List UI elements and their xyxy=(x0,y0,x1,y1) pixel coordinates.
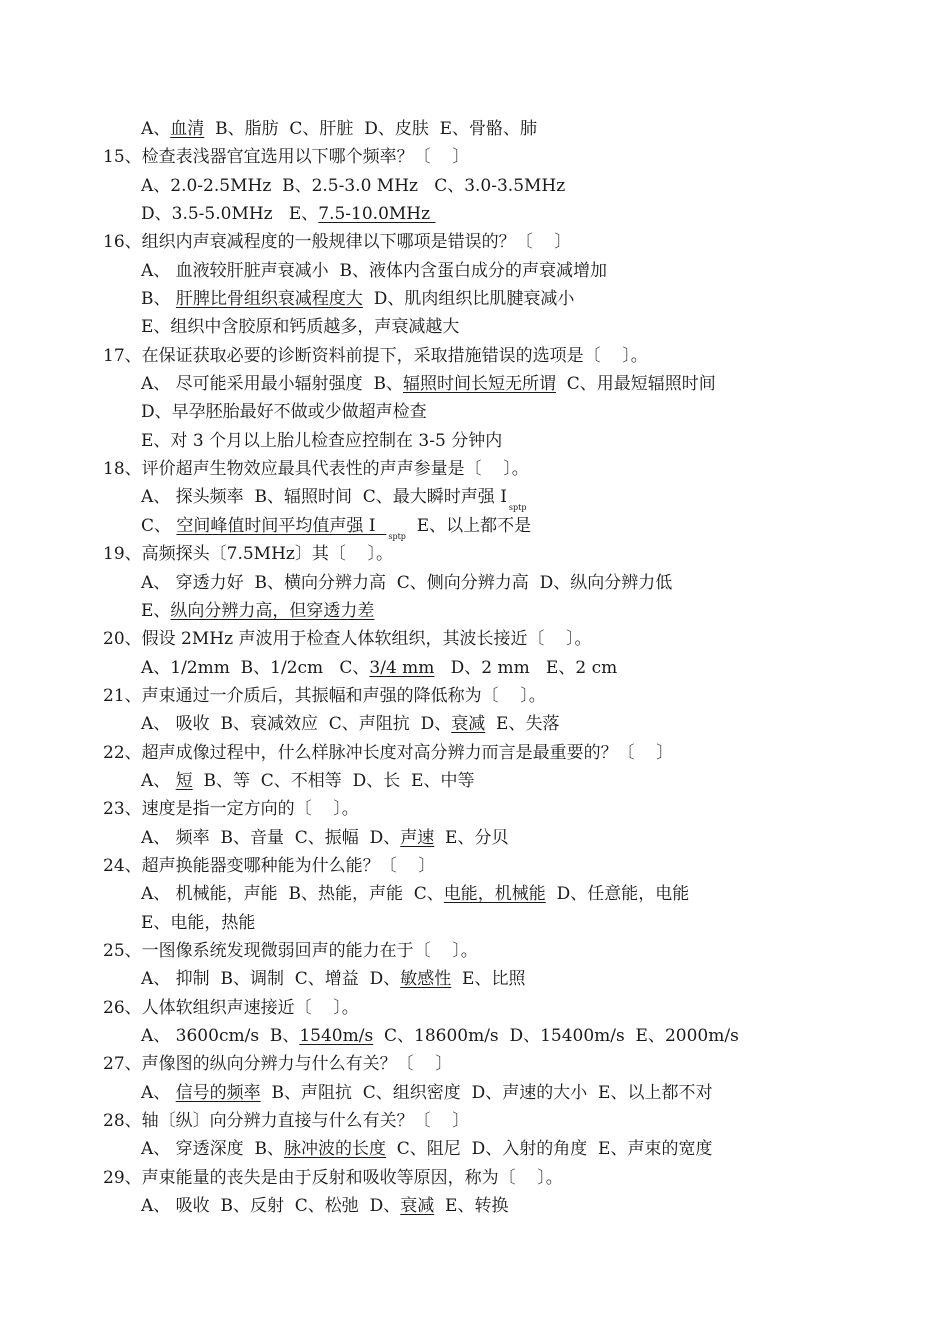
option-line xyxy=(0,767,950,795)
option-line xyxy=(0,115,950,143)
question-line xyxy=(0,342,950,370)
question-line xyxy=(0,625,950,653)
option-line xyxy=(0,427,950,455)
option-line xyxy=(0,257,950,285)
line-text: A、 吸收 B、衰减效应 C、声阻抗 D、 xyxy=(141,714,452,735)
line-text: 19、高频探头〔7.5MHz〕其〔 〕。 xyxy=(103,544,393,565)
option-line xyxy=(0,1135,950,1163)
line-text: D、任意能，电能 xyxy=(545,884,690,905)
question-line xyxy=(0,682,950,710)
line-text: A、 穿透深度 B、 xyxy=(141,1139,284,1160)
line-text: 28、轴〔纵〕向分辨力直接与什么有关？〔 〕 xyxy=(103,1111,470,1132)
question-line xyxy=(0,228,950,256)
line-text: A、 xyxy=(141,770,176,791)
question-line xyxy=(0,795,950,823)
answer-underlined-text: 血清 xyxy=(170,119,205,139)
line-text: A、1/2mm B、1/2cm C、 xyxy=(141,657,370,678)
question-line xyxy=(0,852,950,880)
subscript-text: sptp xyxy=(508,503,527,513)
question-line xyxy=(0,937,950,965)
line-text: 22、超声成像过程中，什么样脉冲长度对高分辨力而言是最重要的？〔 〕 xyxy=(103,742,674,763)
answer-underlined-text: 纵向分辨力高，但穿透力差 xyxy=(170,600,375,621)
option-line xyxy=(0,483,950,511)
option-line xyxy=(0,512,950,540)
line-text: C、阻尼 D、入射的角度 E、声束的宽度 xyxy=(385,1139,713,1160)
line-text: A、 3600cm/s B、 xyxy=(141,1026,300,1046)
line-text: E、组织中含胶原和钙质越多，声衰减越大 xyxy=(141,317,460,338)
document-page xyxy=(0,115,950,1220)
line-text: 27、声像图的纵向分辨力与什么有关？〔 〕 xyxy=(103,1054,453,1075)
line-text: 18、评价超声生物效应最具代表性的声声参量是〔 〕。 xyxy=(103,459,529,480)
option-line xyxy=(0,285,950,313)
answer-underlined-text: 空间峰值时间平均值声强 I xyxy=(176,515,387,536)
line-text: E、失落 xyxy=(485,714,560,735)
answer-underlined-text: 敏感性 xyxy=(400,969,452,990)
answer-underlined-text: 短 xyxy=(175,770,193,791)
option-line xyxy=(0,1022,950,1050)
line-text: D、肌肉组织比肌腱衰减小 xyxy=(362,289,575,310)
line-text: E、分贝 xyxy=(434,827,509,848)
answer-underlined-text: 信号的频率 xyxy=(175,1082,261,1103)
option-line xyxy=(0,710,950,738)
option-line xyxy=(0,172,950,200)
line-text: E、 xyxy=(141,600,171,621)
line-text: A、 穿透力好 B、横向分辨力高 C、侧向分辨力高 D、纵向分辨力低 xyxy=(141,572,673,593)
line-text: B、 xyxy=(141,289,176,310)
option-line xyxy=(0,880,950,908)
line-text: E、电能，热能 xyxy=(141,912,256,933)
line-text: E、转换 xyxy=(434,1196,509,1217)
subscript-text: sptp xyxy=(388,531,406,541)
line-text: B、等 C、不相等 D、长 E、中等 xyxy=(192,770,475,791)
option-line xyxy=(0,597,950,625)
line-text: A、 机械能，声能 B、热能，声能 C、 xyxy=(141,884,444,905)
answer-underlined-text: 辐照时间长短无所谓 xyxy=(402,374,556,395)
line-text: 29、声束能量的丧失是由于反射和吸收等原因，称为〔 〕。 xyxy=(103,1167,563,1188)
line-text: A、 xyxy=(141,1082,176,1103)
option-line xyxy=(0,654,950,682)
line-text: 23、速度是指一定方向的〔 〕。 xyxy=(103,799,359,820)
option-line xyxy=(0,200,950,228)
line-text: 21、声束通过一介质后，其振幅和声强的降低称为〔 〕。 xyxy=(103,685,546,706)
line-text: 17、在保证获取必要的诊断资料前提下，采取措施错误的选项是〔 〕。 xyxy=(103,345,648,366)
line-text: A、 xyxy=(141,119,171,139)
option-line xyxy=(0,313,950,341)
answer-underlined-text: 电能，机械能 xyxy=(443,884,546,905)
answer-underlined-text: 衰减 xyxy=(451,714,486,735)
question-line xyxy=(0,1050,950,1078)
option-line xyxy=(0,398,950,426)
option-line xyxy=(0,824,950,852)
line-text: A、 抑制 B、调制 C、增益 D、 xyxy=(141,969,401,990)
option-line xyxy=(0,370,950,398)
question-line xyxy=(0,455,950,483)
line-text: C、 xyxy=(141,515,177,536)
question-line xyxy=(0,540,950,568)
line-text: B、脂肪 C、肝脏 D、皮肤 E、骨骼、肺 xyxy=(204,119,538,139)
line-text: A、 吸收 B、反射 C、松弛 D、 xyxy=(141,1196,401,1217)
answer-underlined-text: 3/4 mm xyxy=(369,657,435,678)
line-text: 20、假设 2MHz 声波用于检查人体软组织，其波长接近〔 〕。 xyxy=(103,629,592,650)
line-text: 24、超声换能器变哪种能为什么能？〔 〕 xyxy=(103,855,436,876)
line-text: 15、检查表浅器官宜选用以下哪个频率？〔 〕 xyxy=(103,147,470,168)
line-text: 16、组织内声衰减程度的一般规律以下哪项是错误的？〔 〕 xyxy=(103,232,572,253)
line-text: D、3.5-5.0MHz E、 xyxy=(141,204,319,225)
answer-underlined-text: 1540m/s xyxy=(299,1026,374,1046)
answer-underlined-text: 声速 xyxy=(400,827,435,848)
answer-underlined-text: 脉冲波的长度 xyxy=(283,1139,386,1160)
line-text: B、声阻抗 C、组织密度 D、声速的大小 E、以上都不对 xyxy=(260,1082,713,1103)
answer-underlined-text: 衰减 xyxy=(400,1196,435,1217)
option-line xyxy=(0,569,950,597)
question-line xyxy=(0,143,950,171)
line-text: A、 尽可能采用最小辐射强度 B、 xyxy=(141,374,403,395)
answer-underlined-text: 7.5-10.0MHz xyxy=(318,204,436,225)
line-text: C、用最短辐照时间 xyxy=(555,374,716,395)
line-text: E、以上都不是 xyxy=(405,515,532,536)
option-line xyxy=(0,1192,950,1220)
line-text: A、2.0-2.5MHz B、2.5-3.0 MHz C、3.0-3.5MHz xyxy=(141,175,566,196)
answer-underlined-text: 肝脾比骨组织衰减程度大 xyxy=(175,289,363,310)
question-line xyxy=(0,1164,950,1192)
question-line xyxy=(0,739,950,767)
option-line xyxy=(0,1079,950,1107)
line-text: D、2 mm E、2 cm xyxy=(434,657,618,678)
line-text: 25、一图像系统发现微弱回声的能力在于〔 〕。 xyxy=(103,940,478,961)
line-text: A、 血液较肝脏声衰减小 B、液体内含蛋白成分的声衰减增加 xyxy=(141,260,607,281)
line-text: E、对 3 个月以上胎儿检查应控制在 3-5 分钟内 xyxy=(141,430,503,451)
line-text: E、比照 xyxy=(451,969,526,990)
line-text: 26、人体软组织声速接近〔 〕。 xyxy=(103,997,359,1018)
question-line xyxy=(0,994,950,1022)
option-line xyxy=(0,909,950,937)
option-line xyxy=(0,965,950,993)
line-text: A、 频率 B、音量 C、振幅 D、 xyxy=(141,827,401,848)
question-line xyxy=(0,1107,950,1135)
line-text: D、早孕胚胎最好不做或少做超声检查 xyxy=(141,402,427,423)
line-text: A、 探头频率 B、辐照时间 C、最大瞬时声强 I xyxy=(141,487,507,508)
line-text: C、18600m/s D、15400m/s E、2000m/s xyxy=(373,1026,739,1046)
